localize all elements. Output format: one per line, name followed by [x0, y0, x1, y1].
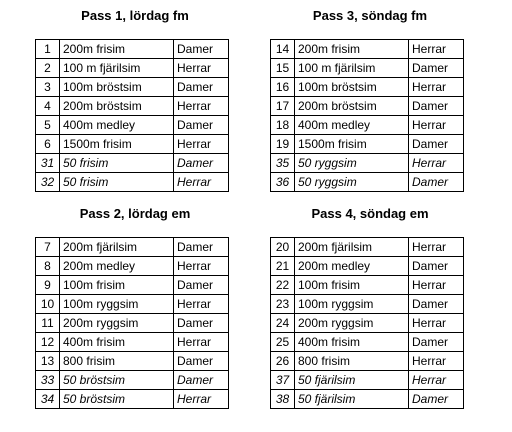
event-gender: Herrar [409, 40, 464, 59]
table-row [36, 135, 229, 154]
table-row [271, 276, 464, 295]
event-gender: Herrar [409, 352, 464, 371]
event-gender: Damer [174, 371, 229, 390]
event-number: 25 [271, 333, 295, 352]
table-row [36, 154, 229, 173]
table-row [36, 314, 229, 333]
event-number: 35 [271, 154, 295, 173]
table-row [36, 59, 229, 78]
event-number: 16 [271, 78, 295, 97]
table-row [271, 352, 464, 371]
table-row [271, 173, 464, 192]
event-number: 9 [36, 276, 60, 295]
table-row [36, 390, 229, 409]
table-row [271, 116, 464, 135]
event-gender: Herrar [409, 371, 464, 390]
table-row [271, 390, 464, 409]
event-gender: Damer [409, 135, 464, 154]
event-number: 11 [36, 314, 60, 333]
event-name: 200m bröstsim [60, 97, 174, 116]
event-name: 50 frisim [60, 154, 174, 173]
event-number: 7 [36, 238, 60, 257]
event-number: 36 [271, 173, 295, 192]
event-gender: Damer [409, 295, 464, 314]
table-row [271, 333, 464, 352]
event-gender: Damer [174, 40, 229, 59]
table-row [36, 78, 229, 97]
event-name: 200m frisim [295, 40, 409, 59]
event-number: 12 [36, 333, 60, 352]
table-row [271, 78, 464, 97]
event-number: 22 [271, 276, 295, 295]
event-name: 100m bröstsim [295, 78, 409, 97]
event-gender: Herrar [409, 314, 464, 333]
event-number: 10 [36, 295, 60, 314]
event-name: 200m medley [60, 257, 174, 276]
event-number: 18 [271, 116, 295, 135]
table-row [271, 40, 464, 59]
event-name: 200m medley [295, 257, 409, 276]
event-gender: Herrar [409, 276, 464, 295]
table-row [271, 257, 464, 276]
table-row [271, 238, 464, 257]
event-name: 100m frisim [60, 276, 174, 295]
event-gender: Damer [409, 59, 464, 78]
event-name: 100 m fjärilsim [295, 59, 409, 78]
event-number: 19 [271, 135, 295, 154]
event-number: 32 [36, 173, 60, 192]
table-row [36, 116, 229, 135]
event-gender: Herrar [174, 173, 229, 192]
event-number: 5 [36, 116, 60, 135]
event-name: 100m frisim [295, 276, 409, 295]
event-number: 26 [271, 352, 295, 371]
event-table [35, 39, 229, 192]
event-gender: Damer [409, 173, 464, 192]
event-table [35, 237, 229, 409]
event-gender: Damer [409, 257, 464, 276]
event-gender: Herrar [174, 333, 229, 352]
event-number: 3 [36, 78, 60, 97]
event-name: 800 frisim [60, 352, 174, 371]
event-name: 200m bröstsim [295, 97, 409, 116]
event-name: 100m bröstsim [60, 78, 174, 97]
event-number: 38 [271, 390, 295, 409]
event-name: 400m frisim [60, 333, 174, 352]
table-row [271, 371, 464, 390]
event-number: 2 [36, 59, 60, 78]
event-name: 50 ryggsim [295, 173, 409, 192]
event-name: 200m frisim [60, 40, 174, 59]
table-row [36, 276, 229, 295]
event-name: 100 m fjärilsim [60, 59, 174, 78]
event-number: 31 [36, 154, 60, 173]
table-row [36, 352, 229, 371]
session-title: Pass 1, lördag fm [81, 8, 189, 23]
event-table [270, 39, 464, 192]
table-row [36, 371, 229, 390]
event-name: 50 ryggsim [295, 154, 409, 173]
event-gender: Herrar [174, 257, 229, 276]
event-number: 23 [271, 295, 295, 314]
event-name: 800 frisim [295, 352, 409, 371]
table-row [271, 59, 464, 78]
event-name: 400m medley [60, 116, 174, 135]
table-row [271, 154, 464, 173]
event-gender: Herrar [409, 116, 464, 135]
event-number: 24 [271, 314, 295, 333]
table-row [36, 295, 229, 314]
event-number: 13 [36, 352, 60, 371]
event-name: 50 bröstsim [60, 371, 174, 390]
event-gender: Damer [409, 390, 464, 409]
event-gender: Damer [174, 352, 229, 371]
event-gender: Damer [409, 97, 464, 116]
event-table [270, 237, 464, 409]
event-number: 6 [36, 135, 60, 154]
session-title: Pass 4, söndag em [311, 206, 429, 221]
event-number: 17 [271, 97, 295, 116]
event-number: 34 [36, 390, 60, 409]
event-name: 400m medley [295, 116, 409, 135]
event-number: 37 [271, 371, 295, 390]
event-number: 15 [271, 59, 295, 78]
event-gender: Herrar [174, 390, 229, 409]
event-number: 33 [36, 371, 60, 390]
event-name: 200m ryggsim [60, 314, 174, 333]
event-name: 200m fjärilsim [295, 238, 409, 257]
event-number: 14 [271, 40, 295, 59]
event-gender: Herrar [409, 154, 464, 173]
table-row [36, 333, 229, 352]
event-gender: Herrar [174, 135, 229, 154]
event-number: 20 [271, 238, 295, 257]
table-row [36, 173, 229, 192]
table-row [36, 257, 229, 276]
event-name: 100m ryggsim [60, 295, 174, 314]
event-number: 8 [36, 257, 60, 276]
event-gender: Damer [174, 154, 229, 173]
event-name: 50 fjärilsim [295, 371, 409, 390]
event-name: 50 bröstsim [60, 390, 174, 409]
table-row [271, 314, 464, 333]
event-gender: Herrar [174, 97, 229, 116]
event-gender: Damer [174, 314, 229, 333]
event-number: 1 [36, 40, 60, 59]
event-gender: Damer [409, 333, 464, 352]
event-number: 21 [271, 257, 295, 276]
table-row [36, 40, 229, 59]
event-name: 1500m frisim [295, 135, 409, 154]
event-gender: Herrar [409, 78, 464, 97]
event-name: 200m ryggsim [295, 314, 409, 333]
table-row [271, 97, 464, 116]
event-name: 50 fjärilsim [295, 390, 409, 409]
event-name: 50 frisim [60, 173, 174, 192]
event-gender: Herrar [174, 295, 229, 314]
event-gender: Damer [174, 276, 229, 295]
table-row [271, 295, 464, 314]
table-row [36, 97, 229, 116]
event-name: 200m fjärilsim [60, 238, 174, 257]
session-title: Pass 3, söndag fm [312, 8, 428, 23]
event-gender: Damer [174, 116, 229, 135]
event-name: 1500m frisim [60, 135, 174, 154]
event-gender: Herrar [174, 59, 229, 78]
session-title: Pass 2, lördag em [79, 206, 191, 221]
event-gender: Herrar [409, 238, 464, 257]
table-row [36, 238, 229, 257]
event-gender: Damer [174, 78, 229, 97]
event-name: 100m ryggsim [295, 295, 409, 314]
event-name: 400m frisim [295, 333, 409, 352]
table-row [271, 135, 464, 154]
event-number: 4 [36, 97, 60, 116]
event-gender: Damer [174, 238, 229, 257]
